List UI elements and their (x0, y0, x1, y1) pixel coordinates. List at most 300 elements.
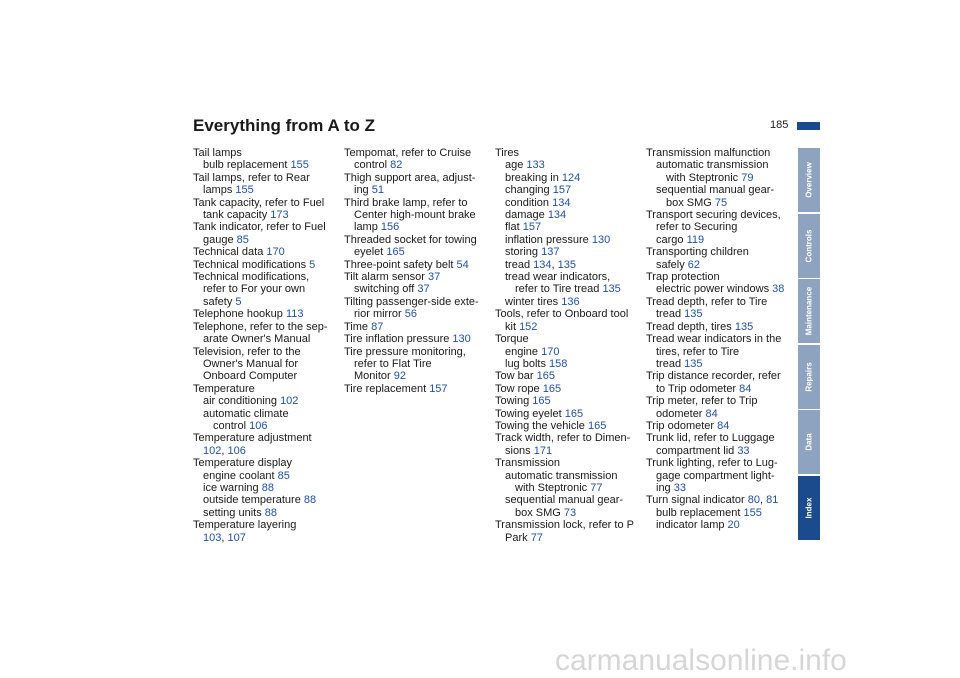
index-term: arate Owner's Manual (203, 333, 311, 346)
tab-label: Controls (804, 229, 814, 262)
index-term: ing (354, 184, 372, 197)
index-entry (495, 147, 645, 159)
page-reference-link[interactable]: 5 (235, 295, 242, 308)
index-entry-line (344, 370, 494, 382)
index-term: Tools, refer to Onboard tool (495, 308, 629, 321)
index-entry (495, 358, 645, 370)
index-entry-line (495, 358, 645, 370)
index-entry (495, 197, 645, 209)
page-reference-link[interactable]: 119 (686, 233, 705, 246)
index-term: Temperature adjustment (193, 432, 312, 445)
index-entry-line (193, 147, 343, 159)
index-entry-line (193, 507, 343, 519)
index-term: indicator lamp (656, 519, 728, 532)
index-entry (646, 209, 796, 246)
index-entry-line (344, 333, 494, 345)
index-term: Three-point safety belt (344, 258, 457, 271)
index-term: Technical modifications, (193, 271, 310, 284)
page-reference-link[interactable]: 85 (277, 469, 290, 482)
index-entry-line (646, 457, 796, 469)
index-entry-line (193, 470, 343, 482)
index-entry (646, 507, 796, 519)
index-entry (646, 283, 796, 295)
index-entry-line (344, 197, 494, 209)
index-term: bulb replacement (203, 159, 291, 172)
index-entry-line (495, 259, 645, 271)
page-reference-link[interactable]: 37 (417, 283, 430, 296)
index-term: Threaded socket for towing (344, 233, 477, 246)
page-reference-link[interactable]: 135 (684, 357, 703, 370)
index-entry (193, 470, 343, 482)
page-reference-link[interactable]: 73 (563, 506, 577, 519)
page-reference-link[interactable]: 107 (227, 531, 246, 544)
page-reference-link[interactable]: 88 (261, 481, 274, 494)
index-entry-line (646, 408, 796, 420)
index-entry-line (193, 408, 343, 420)
index-term: control (213, 419, 250, 432)
page-reference-link[interactable]: 155 (743, 506, 762, 519)
page-reference-link[interactable]: 38 (772, 283, 785, 296)
tab-repairs[interactable] (798, 345, 820, 409)
index-term: damage (505, 209, 548, 222)
page-reference-link[interactable]: 155 (235, 184, 254, 197)
index-term: Monitor (354, 370, 394, 383)
index-term: Towing (495, 395, 533, 408)
page-reference-link[interactable]: 130 (591, 233, 611, 246)
index-entry (646, 296, 796, 321)
index-entry-line (193, 532, 343, 544)
page-reference-link[interactable]: 84 (705, 407, 718, 420)
index-term: air conditioning (203, 395, 281, 408)
index-term: engine (505, 345, 542, 358)
page-reference-link[interactable]: 84 (739, 382, 752, 395)
tab-data[interactable] (798, 410, 820, 474)
index-term: Trip meter, refer to Trip (646, 395, 758, 408)
index-entry (193, 346, 343, 383)
index-term: age (505, 159, 527, 172)
index-entry (193, 259, 343, 271)
page-reference-link[interactable]: 136 (561, 295, 580, 308)
page-reference-link[interactable]: 157 (429, 382, 448, 395)
index-entry-line (193, 159, 343, 171)
index-entry-line (344, 283, 494, 295)
index-entry (495, 246, 645, 258)
index-term: Tail lamps, refer to Rear (193, 171, 310, 184)
index-entry (646, 159, 796, 184)
index-entry (646, 271, 796, 283)
page-reference-link[interactable]: 171 (533, 444, 553, 457)
index-entry-line (495, 308, 645, 320)
index-term: refer to Tire tread (515, 283, 603, 296)
page-reference-link[interactable]: 80 (747, 494, 760, 507)
index-term: Tire replacement (344, 382, 430, 395)
index-term: lug bolts (505, 357, 550, 370)
index-entry-line (495, 432, 645, 444)
index-entry-line (495, 482, 645, 494)
page-reference-link[interactable]: 130 (452, 333, 471, 346)
index-entry-line (646, 432, 796, 444)
index-entry (646, 519, 796, 531)
index-entry (646, 321, 796, 333)
page-reference-link[interactable]: 113 (285, 308, 304, 321)
index-entry-line (495, 470, 645, 482)
index-entry-line (193, 383, 343, 395)
index-term: Onboard Computer (203, 370, 298, 383)
index-entry-line (193, 172, 343, 184)
index-entry (193, 321, 343, 346)
index-entry-line (193, 482, 343, 494)
page-reference-link[interactable]: 135 (602, 283, 621, 296)
index-entry-line (193, 420, 343, 432)
index-term: with Steptronic (666, 171, 742, 184)
index-entry (193, 383, 343, 395)
index-entry (344, 296, 494, 321)
index-term: Tire inflation pressure (344, 333, 453, 346)
index-term: Tail lamps (193, 147, 242, 159)
page-reference-link[interactable]: 103 (203, 531, 222, 544)
index-term: compartment lid (656, 444, 738, 457)
page-reference-link[interactable]: 62 (687, 258, 701, 271)
index-entry (344, 172, 494, 197)
page-reference-link[interactable]: 152 (519, 320, 538, 333)
index-term: bulb replacement (656, 506, 744, 519)
index-entry-line (495, 159, 645, 171)
index-entry-line (646, 209, 796, 221)
index-entry (495, 259, 645, 271)
index-term: automatic climate (203, 407, 289, 420)
index-entry-line (646, 482, 796, 494)
index-term: tread (656, 357, 685, 370)
index-entry-line (344, 172, 494, 184)
index-term: refer to Flat Tire (354, 357, 432, 370)
page-reference-link[interactable]: 158 (549, 357, 568, 370)
index-term: Tread depth, refer to Tire (646, 295, 768, 308)
index-entry-line (495, 234, 645, 246)
index-term: eyelet (354, 246, 387, 259)
index-entry (495, 420, 645, 432)
index-entry-line (646, 296, 796, 308)
index-entry-line (193, 395, 343, 407)
index-term: to Trip odometer (656, 382, 740, 395)
index-entry (193, 147, 343, 159)
index-term: with Steptronic (515, 481, 591, 494)
page-reference-link[interactable]: 77 (530, 531, 543, 544)
index-entry-line (344, 358, 494, 370)
index-entry (495, 159, 645, 171)
index-term: Tilt alarm sensor (344, 271, 428, 284)
page-reference-link[interactable]: 56 (404, 308, 417, 321)
index-term: Technical modifications (193, 258, 310, 271)
index-entry (495, 221, 645, 233)
index-entry-line (193, 457, 343, 469)
index-entry-line (495, 457, 645, 469)
index-entry (193, 507, 343, 519)
tab-label: Repairs (804, 361, 814, 392)
index-term: Transporting children (646, 246, 749, 259)
index-term: Transmission malfunction (646, 147, 771, 159)
index-entry-line (193, 246, 343, 258)
index-entry (495, 432, 645, 457)
index-entry-line (646, 383, 796, 395)
page-reference-link[interactable]: 102 (203, 444, 222, 457)
index-entry-line (495, 246, 645, 258)
index-entry-line (646, 308, 796, 320)
page-reference-link[interactable]: 54 (456, 258, 469, 271)
page-reference-link[interactable]: 87 (371, 320, 384, 333)
index-entry (193, 395, 343, 407)
index-entry-line (495, 507, 645, 519)
page-reference-link[interactable]: 37 (427, 271, 441, 284)
index-entry-line (495, 221, 645, 233)
index-entry-line (646, 271, 796, 283)
page-reference-link[interactable]: 165 (564, 407, 584, 420)
index-entry (193, 271, 343, 308)
index-entry-line (646, 358, 796, 370)
index-entry (646, 420, 796, 432)
index-entry (495, 408, 645, 420)
index-term: electric power windows (656, 283, 773, 296)
page-reference-link[interactable]: 81 (766, 494, 779, 507)
page-reference-link[interactable]: 134 (552, 196, 571, 209)
index-entry-line (646, 159, 796, 171)
index-term: Television, refer to the (193, 345, 301, 358)
index-entry-line (646, 197, 796, 209)
index-term: flat (505, 221, 523, 234)
index-entry (646, 370, 796, 395)
index-entry-line (646, 519, 796, 531)
index-term: gage compartment light- (656, 469, 775, 482)
index-entry-line (193, 209, 343, 221)
page-reference-link[interactable]: 106 (227, 444, 246, 457)
page-reference-link[interactable]: 20 (727, 519, 740, 532)
index-entry (344, 197, 494, 234)
index-entry (495, 519, 645, 544)
index-term: Technical data (193, 246, 267, 259)
index-term: sequential manual gear- (656, 184, 775, 197)
page-reference-link[interactable]: 92 (393, 370, 406, 383)
index-term: sequential manual gear- (505, 494, 624, 507)
page-reference-link[interactable]: 134 (547, 209, 567, 222)
index-entry-line (495, 197, 645, 209)
index-entry (495, 209, 645, 221)
page-reference-link[interactable]: 173 (270, 209, 289, 222)
page-reference-link[interactable]: 155 (290, 159, 309, 172)
index-entry-line (193, 432, 343, 444)
page-reference-link[interactable]: 157 (552, 184, 572, 197)
page-reference-link[interactable]: 51 (371, 184, 384, 197)
page-reference-link[interactable]: 84 (717, 419, 730, 432)
index-entry-line (495, 370, 645, 382)
index-entry (344, 259, 494, 271)
page-reference-link[interactable]: 133 (526, 159, 545, 172)
page-reference-link[interactable]: 135 (734, 320, 754, 333)
page-reference-link[interactable]: 106 (249, 419, 268, 432)
index-term: automatic transmission (505, 469, 618, 482)
page-reference-link[interactable]: 77 (590, 481, 603, 494)
index-entry-line (344, 147, 494, 159)
page-reference-link[interactable]: 135 (684, 308, 703, 321)
index-term: breaking in (505, 171, 562, 184)
index-entry-line (344, 209, 494, 221)
index-entry-line (193, 308, 343, 320)
index-term: Tread depth, tires (646, 320, 735, 333)
index-entry-line (344, 383, 494, 395)
page-reference-link[interactable]: 33 (673, 481, 686, 494)
tab-label: Overview (804, 162, 814, 198)
index-term: Transmission lock, refer to P (495, 519, 634, 532)
index-entry (193, 197, 343, 222)
index-entry (344, 234, 494, 259)
index-term: Trunk lighting, refer to Lug- (646, 457, 778, 470)
page-reference-link[interactable]: 165 (587, 419, 607, 432)
page-reference-link[interactable]: 165 (542, 382, 562, 395)
index-entry-line (646, 221, 796, 233)
page-reference-link[interactable]: 85 (236, 233, 249, 246)
index-term: Owner's Manual for (203, 357, 299, 370)
index-term: Tread wear indicators in the (646, 333, 782, 346)
index-entry (495, 271, 645, 296)
page-reference-link[interactable]: 124 (561, 171, 581, 184)
index-entry-line (646, 470, 796, 482)
index-entry-line (193, 445, 343, 457)
index-term: Telephone, refer to the sep- (193, 320, 328, 333)
index-entry-line (646, 234, 796, 246)
index-entry-line (495, 184, 645, 196)
page-reference-link[interactable]: 157 (522, 221, 542, 234)
index-entry-line (495, 296, 645, 308)
index-term: , (221, 444, 228, 457)
tab-label: Index (804, 497, 814, 518)
index-entry-line (495, 333, 645, 345)
index-term: cargo (656, 233, 687, 246)
index-entry-line (193, 234, 343, 246)
index-entry (495, 346, 645, 358)
index-term: switching off (354, 283, 418, 296)
index-term: Tilting passenger-side exte- (344, 295, 479, 308)
page-reference-link[interactable]: 165 (532, 395, 551, 408)
index-entry (193, 432, 343, 457)
index-term: Tank indicator, refer to Fuel (193, 221, 326, 234)
page-reference-link[interactable]: 75 (714, 196, 728, 209)
index-entry (193, 221, 343, 246)
tab-index[interactable] (798, 476, 820, 540)
index-term: Temperature display (193, 457, 293, 470)
index-entry-line (646, 395, 796, 407)
index-term: Tow rope (495, 382, 543, 395)
index-entry-line (344, 184, 494, 196)
index-entry (344, 271, 494, 283)
index-entry-line (193, 494, 343, 506)
index-entry (495, 457, 645, 469)
index-entry-line (344, 321, 494, 333)
page-number: 185 (770, 119, 789, 131)
index-entry (344, 333, 494, 345)
tab-controls[interactable] (798, 214, 820, 278)
page-reference-link[interactable]: 88 (303, 494, 317, 507)
index-entry-line (193, 221, 343, 233)
index-column-1 (193, 147, 343, 544)
page-reference-link[interactable]: 82 (390, 159, 403, 172)
page-reference-link[interactable]: 135 (557, 258, 576, 271)
index-entry-line (646, 172, 796, 184)
page-reference-link[interactable]: 33 (737, 444, 750, 457)
index-column-3 (495, 147, 645, 544)
index-entry (495, 383, 645, 395)
index-term: rior mirror (354, 308, 405, 321)
page-reference-link[interactable]: 170 (266, 246, 285, 259)
index-entry (495, 296, 645, 308)
tab-maintenance[interactable] (798, 279, 820, 343)
index-entry-line (193, 346, 343, 358)
index-entry-line (193, 259, 343, 271)
index-term: kit (505, 320, 520, 333)
index-entry-line (193, 519, 343, 531)
index-entry (193, 308, 343, 320)
index-term: Tank capacity, refer to Fuel (193, 196, 325, 209)
page-title: Everything from A to Z (193, 116, 375, 135)
index-entry-line (646, 445, 796, 457)
index-entry (646, 395, 796, 420)
index-term: Transmission (495, 457, 560, 470)
index-entry-line (495, 395, 645, 407)
page-number-marker (797, 122, 820, 130)
index-entry (495, 333, 645, 345)
page-reference-link[interactable]: 165 (536, 370, 555, 383)
index-term: refer to For your own (203, 283, 306, 296)
page-reference-link[interactable]: 170 (541, 345, 560, 358)
index-term: ice warning (203, 481, 262, 494)
index-term: gauge (203, 233, 237, 246)
index-entry-line (495, 420, 645, 432)
index-entry (495, 184, 645, 196)
page-reference-link[interactable]: 5 (309, 258, 316, 271)
index-term: changing (505, 184, 553, 197)
index-entry-line (344, 346, 494, 358)
index-entry-line (344, 221, 494, 233)
index-entry-line (646, 346, 796, 358)
index-entry (495, 172, 645, 184)
index-entry (646, 457, 796, 494)
page-reference-link[interactable]: 165 (386, 246, 405, 259)
index-term: odometer (656, 407, 706, 420)
index-entry (646, 147, 796, 159)
index-entry-line (495, 383, 645, 395)
index-term: sions (505, 444, 534, 457)
index-term: automatic transmission (656, 159, 769, 172)
section-tabs (798, 148, 820, 541)
index-term: Tow bar (495, 370, 537, 383)
index-term: condition (505, 196, 553, 209)
index-entry (344, 283, 494, 295)
index-entry-line (495, 283, 645, 295)
index-entry (193, 494, 343, 506)
index-entry-line (646, 507, 796, 519)
index-term: Torque (495, 333, 529, 346)
index-entry-line (344, 159, 494, 171)
index-entry-line (646, 147, 796, 159)
tab-label: Maintenance (804, 286, 814, 336)
index-entry-line (495, 321, 645, 333)
page-reference-link[interactable]: 102 (280, 395, 299, 408)
page-reference-link[interactable]: 134 (533, 258, 552, 271)
page-reference-link[interactable]: 88 (264, 506, 278, 519)
page-reference-link[interactable]: 137 (541, 246, 560, 259)
index-entry (646, 432, 796, 457)
tab-overview[interactable] (798, 148, 820, 212)
index-term: inflation pressure (505, 233, 592, 246)
page-reference-link[interactable]: 79 (741, 171, 754, 184)
page-reference-link[interactable]: 156 (380, 221, 400, 234)
